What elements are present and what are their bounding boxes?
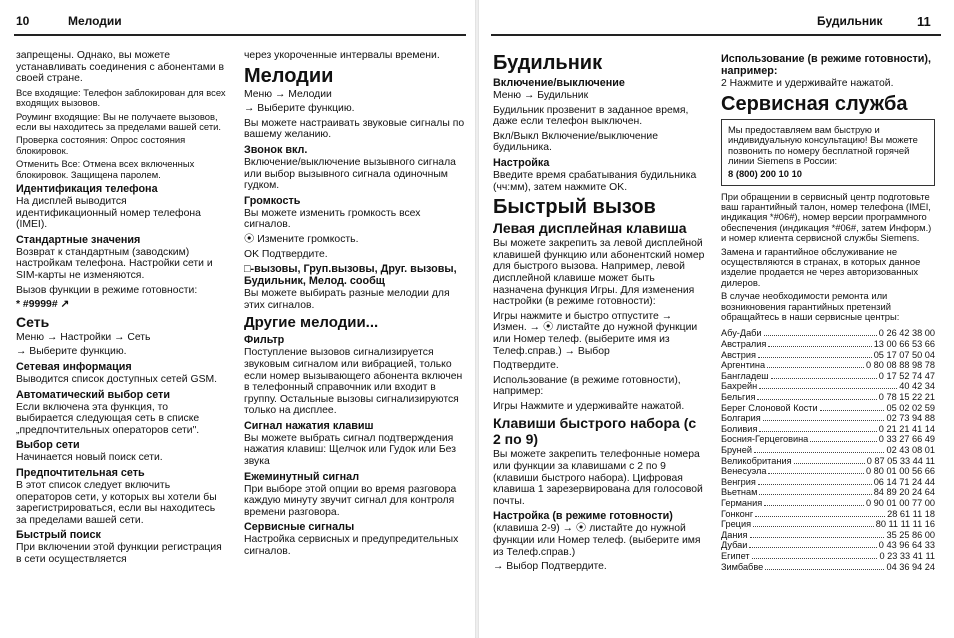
country-phone: 84 89 20 24 64 [873, 487, 935, 498]
leader-dots [755, 509, 885, 517]
paragraph: Выводится список доступных сетей GSM. [16, 373, 218, 385]
item-heading: Использование (в режиме готовности), например: [721, 53, 931, 77]
section-heading: Другие мелодии... [244, 314, 379, 332]
country-name: Австрия [721, 349, 756, 360]
service-center-row [721, 392, 935, 403]
paragraph: Если включена эта функция, то выбирается следующая сеть в списке „предпочтительных операторов сети". [16, 401, 200, 436]
service-center-row [721, 456, 935, 467]
paragraph: Замена и гарантийное обслуживание не осуществляются в странах, в которых данное изделие продается не через авторизованных дилеров. [721, 245, 921, 288]
leader-dots [753, 519, 874, 527]
right-column-2 [721, 50, 935, 572]
country-name: Болгария [721, 413, 761, 424]
item-heading: Настройка (в режиме готовности) [493, 510, 673, 523]
paragraph: Меню → Мелодии [244, 88, 332, 100]
paragraph: Вы можете выбирать разные мелодии для этих сигналов. [244, 288, 450, 311]
country-phone: 35 25 86 00 [886, 529, 935, 540]
item-heading: Быстрый поиск [16, 529, 101, 542]
paragraph: Вы можете закрепить за левой дисплейной клавишей функцию или абонентский номер для быстрого вызова. Например, левой дисплейной клавише может быть назначена функция Игры. Для изменения настройки (в режиме готовности): [493, 238, 705, 308]
service-box-text: Мы предоставляем вам быструю и индивидуальную консультацию! Вы можете позвонить по номеру бесплатной горячей линии Siemens в России: [728, 123, 918, 167]
country-name: Венгрия [721, 476, 756, 487]
item-heading: Сигнал нажатия клавиш [244, 419, 374, 432]
paragraph: Подтвердите. [493, 360, 559, 372]
country-name: Абу-Даби [721, 328, 762, 339]
section-heading: Мелодии [244, 64, 334, 87]
country-phone: 0 21 21 41 14 [878, 423, 935, 434]
paragraph: → Выбор Подтвердите. [493, 561, 607, 573]
country-name: Вьетнам [721, 487, 758, 498]
paragraph: Вызов функции в режиме готовности: [16, 284, 198, 296]
country-name: Египет [721, 550, 750, 561]
paragraph: Возврат к стандартным (заводским) настройкам телефона. Настройки сети и SIM-карты не изменяются. [16, 246, 213, 281]
item-heading: Автоматический выбор сети [16, 388, 170, 401]
service-center-row [721, 381, 935, 392]
service-center-row [721, 403, 935, 414]
service-center-row [721, 424, 935, 435]
country-phone: 0 17 52 74 47 [878, 370, 935, 381]
country-phone: 0 23 33 41 11 [879, 550, 935, 561]
paragraph: Введите время срабатывания будильника (чч:мм), затем нажмите OK. [493, 169, 697, 193]
subsection-heading: Клавиши быстрого набора (с 2 по 9) [493, 415, 697, 448]
leader-dots [752, 551, 878, 559]
service-center-row [721, 434, 935, 445]
item-heading: Фильтр [244, 334, 285, 347]
country-phone: 0 87 05 33 44 11 [866, 455, 935, 466]
country-phone: 0 78 15 22 21 [878, 392, 935, 402]
country-phone: 05 02 02 59 [886, 402, 935, 413]
item-heading: Выбор сети [16, 439, 80, 452]
paragraph: Отменить Все: Отмена всех включенных блокировок. Защищена паролем. [16, 158, 195, 180]
paragraph: Будильник прозвенит в заданное время, даже если телефон выключен. [493, 104, 689, 128]
country-name: Боливия [721, 423, 758, 434]
item-heading: Сетевая информация [16, 360, 132, 373]
leader-dots [767, 360, 864, 368]
item-heading: Предпочтительная сеть [16, 466, 145, 479]
code-sequence: * #9999# ↗ [16, 299, 70, 311]
paragraph: При выборе этой опции во время разговора каждую минуту звучит сигнал для контроля времени разговора. [244, 483, 457, 518]
item-heading: Звонок вкл. [244, 143, 308, 156]
section-heading: Быстрый вызов [493, 196, 656, 219]
country-name: Бруней [721, 444, 752, 455]
section-heading: Будильник [493, 52, 603, 74]
paragraph: (клавиша 2-9) → ⦿ листайте до нужной функции или Номер телеф. (выберите имя из Телеф.справ.) [493, 523, 701, 558]
paragraph: Вкл/Выкл Включение/выключение будильника. [493, 130, 658, 154]
country-name: Дания [721, 529, 748, 540]
leader-dots [764, 498, 864, 506]
right-page-number: 11 [917, 14, 931, 29]
country-name: Греция [721, 519, 752, 530]
service-center-row [721, 350, 935, 361]
paragraph: При включении этой функции регистрация в сети осуществляется [16, 542, 222, 565]
paragraph: Поступление вызовов сигнализируется звуковым сигналом или вибрацией, только если номер вызывающего абонента включен в телефонный справочник или входит в группу. Остальные вызовы сигнализируются только на дисплее. [244, 347, 463, 417]
country-name: Босния-Герцеговина [721, 434, 809, 445]
leader-dots [771, 371, 877, 379]
item-heading: Стандартные значения [16, 233, 141, 246]
left-column-1 [16, 50, 228, 569]
country-phone: 0 80 08 88 98 78 [866, 360, 935, 371]
service-center-row [721, 339, 935, 350]
country-phone: 0 80 01 00 56 66 [866, 466, 935, 477]
country-name: Великобритания [721, 455, 792, 466]
leader-dots [759, 381, 897, 389]
country-name: Венесуэла [721, 466, 767, 477]
country-phone: 0 90 01 00 77 00 [866, 497, 935, 508]
service-center-row [721, 413, 935, 424]
service-center-row [721, 562, 935, 573]
paragraph: запрещены. Однако, вы можете устанавливать соединения с абонентами в своей стране. [16, 50, 225, 85]
paragraph: 2 Нажмите и удерживайте нажатой. [721, 78, 894, 89]
paragraph: Начинается новый поиск сети. [16, 452, 163, 464]
subsection-heading: Сеть [16, 313, 50, 330]
leader-dots [749, 540, 876, 548]
service-hotline-box [721, 119, 935, 186]
paragraph: Использование (в режиме готовности), например: [493, 374, 681, 398]
service-center-row [721, 466, 935, 477]
right-column-1 [493, 50, 705, 576]
paragraph: Вы можете закрепить телефонные номера или функции за клавишами с 2 по 9 (клавиши быстрого набора). Цифровая клавиша 1 зарезервирована для голосовой почты. [493, 449, 703, 507]
service-center-row [721, 509, 935, 520]
subsection-heading: Левая дисплейная клавиша [493, 220, 687, 237]
service-center-list [721, 328, 935, 572]
service-center-row [721, 530, 935, 541]
service-center-row [721, 328, 935, 339]
country-phone: 06 14 71 24 44 [873, 476, 935, 487]
country-name: Гонконг [721, 508, 754, 519]
paragraph: Вы можете изменить громкость всех сигналов. [244, 207, 421, 231]
country-name: Германия [721, 497, 763, 508]
paragraph: OK Подтвердите. [244, 248, 328, 260]
leader-dots [754, 445, 885, 453]
left-header-title: Мелодии [68, 14, 122, 28]
paragraph: → Выберите функцию. [244, 103, 355, 115]
paragraph: В этот список следует включить операторов сети, у которых вы хотели бы зарегистрироваться, если вы находитесь за пределами вашей сети. [16, 479, 217, 526]
service-center-row [721, 498, 935, 509]
country-phone: 02 73 94 88 [886, 413, 935, 424]
leader-dots [794, 456, 865, 464]
paragraph: На дисплей выводится идентификационный номер телефона (IMEI). [16, 196, 201, 231]
service-center-row [721, 540, 935, 551]
item-heading: Сервисные сигналы [244, 521, 355, 534]
service-center-row [721, 477, 935, 488]
country-phone: 0 26 42 38 00 [878, 328, 935, 339]
paragraph: Настройка сервисных и предупредительных сигналов. [244, 534, 459, 558]
paragraph: Роуминг входящие: Вы не получаете вызовов, если вы находитесь за пределами вашей сети. [16, 110, 221, 132]
paragraph: При обращении в сервисный центр подготовьте ваш гарантийный талон, номер телефона (IMEI, индикация *#06#), номер версии программного обеспечения (индикация *#06#, затем Информ.) и номер клиента сервисной службы Siemens. [721, 190, 932, 244]
paragraph: Все входящие: Телефон заблокирован для всех входящих вызовов. [16, 86, 226, 109]
leader-dots [820, 403, 885, 411]
service-center-row [721, 487, 935, 498]
paragraph: Включение/выключение вызывного сигнала или выбор вызывного сигнала одиночным гудком. [244, 156, 456, 192]
paragraph: Игры Нажмите и удерживайте нажатой. [493, 400, 685, 412]
leader-dots [759, 424, 876, 432]
left-page-number: 10 [16, 14, 30, 28]
country-phone: 80 11 11 11 16 [875, 519, 935, 530]
item-heading: Настройка [493, 156, 550, 169]
leader-dots [810, 434, 877, 442]
paragraph: Меню → Будильник [493, 90, 589, 101]
service-center-row [721, 360, 935, 371]
country-phone: 28 61 11 18 [887, 508, 935, 519]
item-heading: Идентификация телефона [16, 183, 158, 196]
country-phone: 13 00 66 53 66 [873, 339, 935, 350]
item-heading: Включение/выключение [493, 77, 625, 89]
country-phone: 02 43 08 01 [886, 444, 935, 455]
paragraph: Меню → Настройки → Сеть [16, 331, 151, 343]
country-phone: 40 42 34 [899, 381, 935, 392]
service-center-row [721, 371, 935, 382]
leader-dots [757, 392, 876, 400]
paragraph: → Выберите функцию. [16, 346, 127, 358]
country-phone: 04 36 94 24 [886, 561, 935, 572]
service-center-row [721, 445, 935, 456]
country-phone: 0 33 27 66 49 [878, 434, 935, 445]
right-header-title: Будильник [817, 14, 883, 28]
leader-dots [750, 530, 885, 538]
item-heading: Громкость [244, 194, 301, 207]
leader-dots [768, 466, 864, 474]
item-heading: □-вызовы, Груп.вызовы, Друг. вызовы, Будильник, Мелод. сообщ [244, 263, 457, 288]
section-heading: Сервисная служба [721, 92, 908, 115]
paragraph: В случае необходимости ремонта или возникновения гарантийных претензий обращайтесь в наши сервисные центры: [721, 290, 900, 323]
country-name: Бахрейн [721, 381, 758, 392]
paragraph: через укороченные интервалы времени. [244, 50, 440, 61]
country-phone: 05 17 07 50 04 [873, 349, 935, 360]
leader-dots [765, 562, 884, 570]
item-heading: Ежеминутный сигнал [244, 470, 360, 483]
country-phone: 0 43 96 64 33 [878, 540, 935, 551]
leader-dots [764, 328, 877, 336]
service-center-row [721, 551, 935, 562]
country-name: Аргентина [721, 360, 766, 371]
service-center-row [721, 519, 935, 530]
service-phone: 8 (800) 200 10 10 [728, 167, 803, 179]
right-header-rule [491, 34, 941, 36]
leader-dots [759, 487, 871, 495]
leader-dots [768, 339, 871, 347]
country-name: Дубаи [721, 540, 748, 551]
left-header-rule [14, 34, 466, 36]
right-page [477, 0, 954, 638]
country-name: Бельгия [721, 392, 756, 402]
paragraph: ⦿ Измените громкость. [244, 233, 359, 245]
paragraph: Проверка состояния: Опрос состояния блокировок. [16, 134, 186, 156]
country-name: Берег Слоновой Кости [721, 402, 818, 413]
country-name: Зимбабве [721, 561, 764, 572]
paragraph: Игры нажмите и быстро отпустите → Измен. → ⦿ листайте до нужной функции или Номер телеф. (выберите имя из Телеф.справ.) → Выбор [493, 310, 698, 357]
left-column-2 [244, 50, 466, 561]
leader-dots [758, 350, 872, 358]
country-name: Австралия [721, 339, 767, 350]
country-name: Бангладеш [721, 370, 769, 381]
paragraph: Вы можете выбрать сигнал подтверждения нажатия клавиш: Щелчок или Гудок или Без звука [244, 432, 456, 468]
leader-dots [758, 477, 872, 485]
leader-dots [763, 413, 885, 421]
paragraph: Вы можете настраивать звуковые сигналы по вашему желанию. [244, 117, 465, 141]
